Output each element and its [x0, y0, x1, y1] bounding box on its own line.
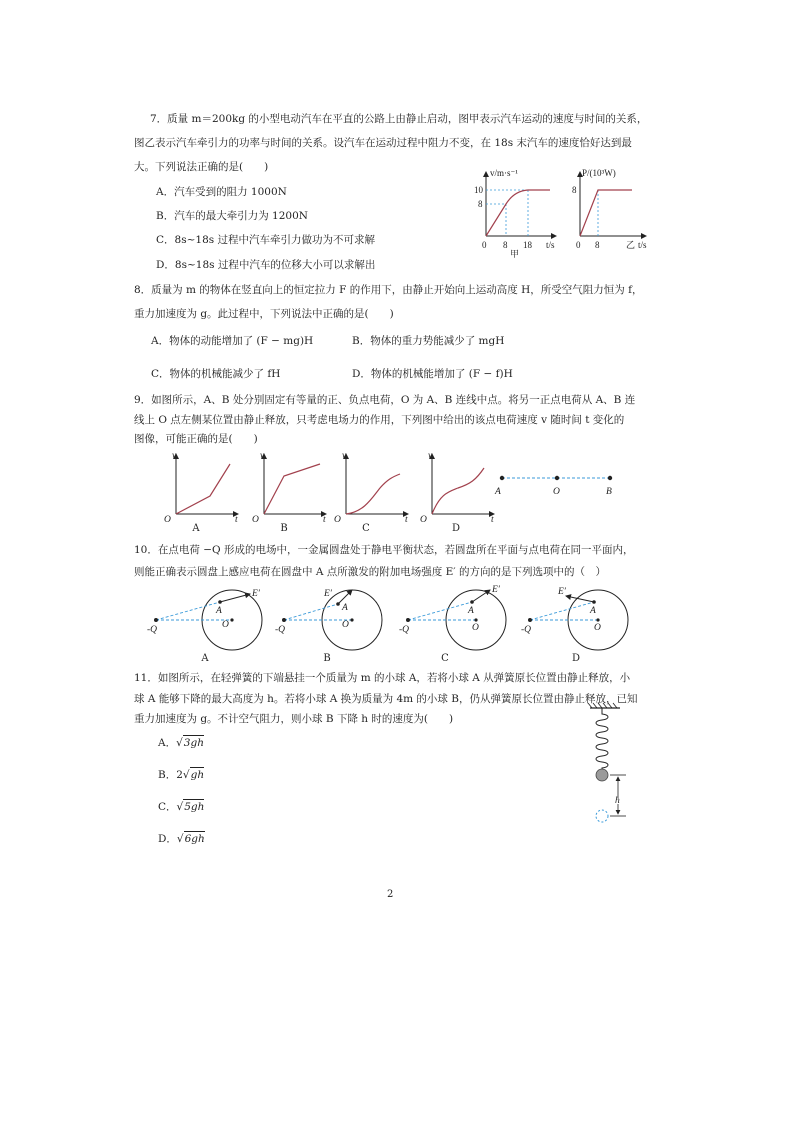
q7-option-a[interactable]: A．汽车受到的阻力 1000N — [156, 186, 287, 198]
q10-d-center: O — [594, 623, 601, 633]
q10-c-field: E′ — [492, 585, 500, 595]
q11-line-1: 11．如图所示，在轻弹簧的下端悬挂一个质量为 m 的小球 A，若将小球 A 从弹簧原长位置由静止释放，小 — [134, 672, 631, 684]
q9-caption-d: D — [451, 523, 461, 534]
q10-caption-b: B — [323, 653, 331, 664]
q8-option-c[interactable]: C．物体的机械能减少了 fH — [151, 368, 281, 380]
jia-caption: 甲 — [510, 249, 520, 259]
q11-option-c-radicand: 5gh — [184, 801, 205, 813]
q11-line-3: 重力加速度为 g。不计空气阻力，则小球 B 下降 h 时的速度为( ) — [134, 713, 454, 725]
q9-line-1: 9．如图所示，A、B 处分别固定有等量的正、负点电荷，O 为 A、B 连线中点。将另一正点电荷从 A、B 连 — [134, 394, 636, 406]
yi-y-axis-label: P/(10³W) — [582, 168, 616, 178]
jia-x-tick-18: 18 — [523, 240, 532, 250]
q9-b-v: v — [260, 451, 265, 461]
q10-figure-b[interactable] — [272, 582, 397, 652]
q10-a-charge: -Q — [147, 625, 158, 635]
q11-option-a[interactable]: A．√3gh — [158, 737, 204, 749]
q11-option-a-radicand: 3gh — [183, 737, 204, 749]
q8-line-1: 8．质量为 m 的物体在竖直向上的恒定拉力 F 的作用下，由静止开始向上运动高度 H，所受空气阻力恒为 f， — [134, 284, 643, 296]
q9-graph-d[interactable] — [418, 450, 498, 525]
q7-option-d[interactable]: D．8s~18s 过程中汽车的位移大小可以求解出 — [156, 259, 376, 271]
yi-caption: 乙 — [626, 240, 636, 250]
jia-x-tick-8: 8 — [503, 240, 508, 250]
yi-x-tick-8: 8 — [595, 240, 600, 250]
q10-line-2: 则能正确表示圆盘上感应电荷在圆盘中 A 点所激发的附加电场强度 E′ 的方向的是下列选项中的（ ） — [134, 566, 606, 578]
q9-b-o: O — [252, 515, 259, 525]
q9-label-o: O — [553, 487, 560, 497]
q10-line-1: 10．在点电荷 −Q 形成的电场中，一金属圆盘处于静电平衡状态，若圆盘所在平面与点电荷在同一平面内， — [134, 544, 634, 556]
q7-line-2: 图乙表示汽车牵引力的功率与时间的关系。设汽车在运动过程中阻力不变，在 18s 末汽车的速度恰好达到最 — [134, 137, 632, 149]
jia-y-axis-label: v/m·s⁻¹ — [490, 168, 518, 178]
q11-option-c[interactable]: C．√5gh — [158, 801, 205, 813]
q10-c-charge: -Q — [399, 625, 410, 635]
q10-b-charge: -Q — [275, 625, 286, 635]
q9-c-t: t — [405, 515, 408, 525]
q10-figure-c[interactable] — [396, 582, 521, 652]
jia-x-axis-label: t/s — [546, 240, 555, 250]
yi-x-tick-0: 0 — [576, 240, 581, 250]
q11-option-b[interactable]: B．2√gh — [158, 769, 205, 781]
q10-a-field: E′ — [252, 589, 260, 599]
q10-d-charge: -Q — [521, 625, 532, 635]
q11-option-b-radicand: gh — [190, 769, 205, 781]
q9-line-2: 线上 O 点左侧某位置由静止释放，只考虑电场力的作用，下列图中给出的该点电荷速度 v 随时间 t 变化的 — [134, 414, 625, 426]
q10-c-center: O — [472, 623, 479, 633]
q9-label-b: B — [606, 487, 612, 497]
q11-option-d[interactable]: D．√6gh — [158, 833, 205, 845]
q9-c-v: v — [342, 451, 347, 461]
jia-y-tick-8: 8 — [478, 199, 483, 209]
q9-caption-b: B — [280, 523, 288, 534]
q10-a-center: O — [222, 620, 229, 630]
q10-caption-d: D — [571, 653, 581, 664]
q8-option-a[interactable]: A．物体的动能增加了 (F − mg)H — [151, 335, 314, 347]
q10-b-center: O — [342, 620, 349, 630]
q10-c-point: A — [468, 606, 474, 616]
q11-option-d-radicand: 6gh — [184, 833, 205, 845]
q9-caption-c: C — [362, 523, 370, 534]
q10-figure-a[interactable] — [144, 582, 269, 652]
q7-line-1: 7．质量 m＝200kg 的小型电动汽车在平直的公路上由静止启动，图甲表示汽车运动的速度与时间的关系， — [150, 113, 648, 125]
q9-d-t: t — [491, 515, 494, 525]
q8-option-d[interactable]: D．物体的机械能增加了 (F − f)H — [352, 368, 513, 380]
q9-b-t: t — [323, 515, 326, 525]
q10-a-point: A — [216, 606, 222, 616]
q9-graph-b[interactable] — [250, 450, 330, 525]
q10-b-point: A — [342, 603, 348, 613]
q11-h-label: h — [615, 796, 620, 806]
q10-b-field: E′ — [324, 589, 332, 599]
q9-a-o: O — [164, 515, 171, 525]
yi-x-axis-label: t/s — [638, 240, 647, 250]
page-number: 2 — [387, 889, 394, 900]
q10-caption-a: A — [201, 653, 209, 664]
q7-option-b[interactable]: B．汽车的最大牵引力为 1200N — [156, 210, 308, 222]
q9-a-t: t — [235, 515, 238, 525]
q7-figure-yi — [570, 168, 654, 258]
q9-graph-a[interactable] — [162, 450, 242, 525]
q10-figure-d[interactable] — [518, 582, 643, 652]
q11-spring-figure — [580, 702, 640, 826]
q9-d-o: O — [420, 515, 427, 525]
q8-option-b[interactable]: B．物体的重力势能减少了 mgH — [352, 335, 505, 347]
jia-x-tick-0: 0 — [482, 240, 487, 250]
jia-y-tick-10: 10 — [474, 185, 483, 195]
q7-figure-jia — [470, 168, 562, 258]
q8-line-2: 重力加速度为 g。此过程中，下列说法中正确的是( ) — [134, 308, 394, 320]
ball-a-icon — [596, 769, 608, 781]
q9-a-v: v — [172, 451, 177, 461]
yi-y-tick-8: 8 — [572, 185, 577, 195]
q9-line-3: 图像，可能正确的是( ) — [134, 433, 258, 445]
q10-caption-c: C — [441, 653, 449, 664]
q9-d-v: v — [428, 451, 433, 461]
q9-caption-a: A — [192, 523, 200, 534]
q9-charge-line — [490, 470, 620, 496]
q10-d-field: E′ — [558, 587, 566, 597]
q9-label-a: A — [495, 487, 501, 497]
q11-line-2: 球 A 能够下降的最大高度为 h。若将小球 A 换为质量为 4m 的小球 B，仍从弹簧原长位置由静止释放，已知 — [134, 693, 638, 705]
q9-c-o: O — [334, 515, 341, 525]
q7-option-c[interactable]: C．8s~18s 过程中汽车牵引力做功为不可求解 — [156, 234, 375, 246]
ball-lowest-position-icon — [596, 810, 608, 822]
q10-d-point: A — [590, 606, 596, 616]
q7-line-3: 大。下列说法正确的是( ) — [134, 161, 269, 173]
q9-graph-c[interactable] — [332, 450, 412, 525]
